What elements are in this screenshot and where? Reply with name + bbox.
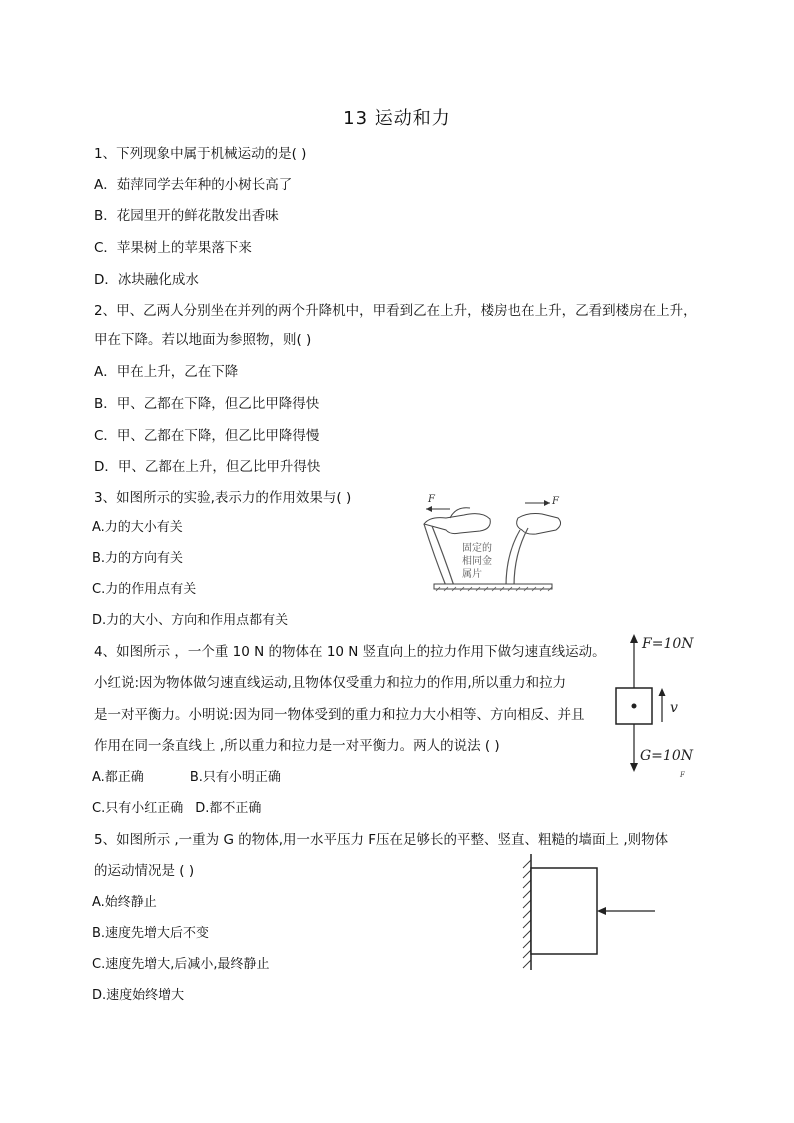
q2-option-d: D．甲、乙都在上升，但乙比甲升得快	[94, 459, 321, 475]
q1-option-c: C．苹果树上的苹果落下来	[94, 240, 252, 256]
q4-small-mark: F	[680, 771, 685, 779]
q2-option-b: B．甲、乙都在下降，但乙比甲降得快	[94, 396, 320, 412]
q4-options-row1	[92, 769, 281, 787]
q5-figure-block-on-wall	[515, 850, 665, 975]
q4-stem-line3: 是一对平衡力。小明说:因为同一物体受到的重力和拉力大小相等、方向相反、并且	[94, 707, 585, 723]
q5-option-a: A.始终静止	[92, 895, 157, 910]
q4-figure-force-diagram	[600, 630, 710, 790]
q4-velocity-label: v	[670, 700, 678, 716]
q4-option-c: C.只有小红正确	[92, 801, 184, 816]
q1-option-d: D．冰块融化成水	[94, 272, 199, 288]
q5-option-c: C.速度先增大,后减小,最终静止	[92, 957, 270, 972]
page-title: 13 运动和力	[343, 108, 451, 129]
q2-option-c: C．甲、乙都在下降，但乙比甲降得慢	[94, 428, 320, 444]
q5-stem-line1: 5、如图所示 ,一重为 G 的物体,用一水平压力 F压在足够长的平整、竖直、粗糙的墙面上 ,则物体	[94, 832, 669, 848]
q3-option-d: D.力的大小、方向和作用点都有关	[92, 613, 289, 628]
q1-option-a: A．茹萍同学去年种的小树长高了	[94, 177, 293, 193]
q4-bottom-force-label: G=10N	[640, 748, 693, 764]
q4-option-d: D.都不正确	[195, 801, 262, 816]
q3-figure-bent-metal-strips	[410, 488, 570, 596]
q3-option-c: C.力的作用点有关	[92, 582, 197, 597]
q1-option-b: B．花园里开的鲜花散发出香味	[94, 208, 279, 224]
q2-stem-line2: 甲在下降。若以地面为参照物，则( )	[94, 332, 312, 348]
q3-caption-line3: 属片	[462, 569, 482, 580]
q3-caption-line1: 固定的	[462, 543, 492, 554]
q5-option-b: B.速度先增大后不变	[92, 926, 210, 941]
q3-caption-line2: 相同金	[462, 556, 492, 567]
q4-options-row2	[92, 800, 261, 818]
q1-stem: 1、下列现象中属于机械运动的是( )	[94, 146, 307, 162]
q4-top-force-label: F=10N	[642, 636, 694, 652]
q3-right-force-label: F	[552, 496, 559, 507]
q4-stem-line2: 小红说:因为物体做匀速直线运动,且物体仅受重力和拉力的作用,所以重力和拉力	[94, 675, 567, 691]
q5-option-d: D.速度始终增大	[92, 988, 185, 1003]
q3-option-a: A.力的大小有关	[92, 520, 183, 535]
q4-stem-line4: 作用在同一条直线上 ,所以重力和拉力是一对平衡力。两人的说法 ( )	[94, 738, 500, 754]
q2-stem-line1: 2、甲、乙两人分别坐在并列的两个升降机中，甲看到乙在上升，楼房也在上升，乙看到楼房在上升，	[94, 303, 697, 319]
q4-stem-line1: 4、如图所示 ，一个重 10 N 的物体在 10 N 竖直向上的拉力作用下做匀速直线运动。	[94, 644, 606, 660]
q4-option-a: A.都正确	[92, 770, 144, 785]
q4-option-b: B.只有小明正确	[189, 770, 281, 785]
q3-stem: 3、如图所示的实验,表示力的作用效果与( )	[94, 490, 352, 506]
q2-option-a: A．甲在上升，乙在下降	[94, 364, 239, 380]
q3-left-force-label: F	[428, 494, 435, 505]
q5-stem-line2: 的运动情况是 ( )	[94, 863, 195, 879]
q3-option-b: B.力的方向有关	[92, 551, 184, 566]
